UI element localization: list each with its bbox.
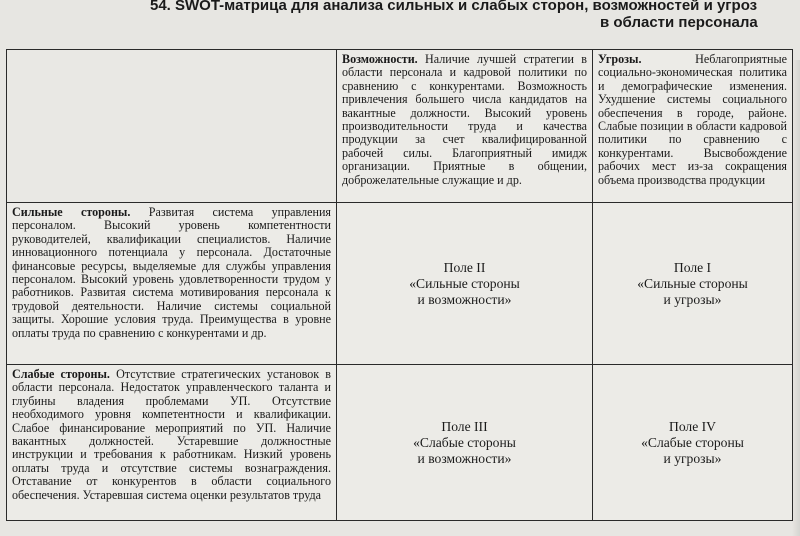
field-1-line-2: и угрозы» (663, 291, 722, 307)
page-edge-shadow (792, 60, 800, 536)
title-line-1: 54. SWOT-матрица для анализа сильных и слабых сторон, возможностей и угроз (150, 0, 758, 14)
strengths-text: Развитая система управления персоналом. Высокий уровень компетентности руководителей, квалификации специалистов. Наличие инновационного потенциала у персонала. Достаточные финансовые ресурсы, выделяемые для службы управления персоналом. Высокий уровень удовлетворенности трудом у работников. Развитая система мотивирования персонала к трудовой деятельности. Наличие системы социальной защиты. Хорошие условия труда. Преимущества в уровне оплаты труда по сравнению с конкурентами и др. (12, 205, 331, 340)
weaknesses-cell (7, 365, 337, 521)
table-row-weaknesses (7, 365, 793, 521)
weaknesses-heading: Слабые стороны. (12, 367, 110, 381)
strengths-cell (7, 203, 337, 365)
opportunities-cell (337, 50, 593, 203)
field-1-line-1: «Сильные стороны (637, 275, 748, 291)
field-3-line-2: и возможности» (417, 450, 512, 466)
field-3-name: Поле III (441, 418, 488, 434)
field-4-name: Поле IV (669, 418, 716, 434)
field-4-line-1: «Слабые стороны (641, 434, 744, 450)
table-row-header (7, 50, 793, 203)
field-1-name: Поле I (673, 259, 712, 275)
field-3-cell (337, 365, 593, 521)
opportunities-heading: Возможности. (342, 52, 418, 66)
table-row-strengths (7, 203, 793, 365)
threats-cell (593, 50, 793, 203)
field-3-line-1: «Слабые стороны (413, 434, 516, 450)
empty-corner-cell (7, 50, 337, 203)
opportunities-text: Наличие лучшей стратегии в области персонала и кадровой политики по сравнению с конкурентами. Возможность привлечения большего числа кандидатов на вакантные должности. Высокий уровень производительности труда и качества продукции за счет квалифицированной рабочей силы. Благоприятный имидж организации. Приятные в общении, доброжелательные служащие и др. (342, 52, 587, 187)
threats-text: Неблагоприятные социально-экономическая политика и демографические изменения. Ухудшение системы социального обеспечения в городе, районе. Слабые позиции в области кадровой политики по сравнению с конкурентами. Высвобождение рабочих мест из-за сокращения объема производства продукции (598, 52, 787, 187)
weaknesses-text: Отсутствие стратегических установок в области персонала. Недостаток управленческого таланта и глубины владения проблемами УП. Отсутствие необходимого уровня компетентности и квалификации. Слабое финансирование мероприятий по УП. Наличие вакантных должностей. Устаревшие должностные инструкции и требования к работникам. Низкий уровень оплаты труда и отсутствие системы вознаграждения. Отставание от конкурентов в области социального обеспечения. Устаревшая система оценки результатов труда (12, 367, 331, 502)
field-4-cell (593, 365, 793, 521)
strengths-heading: Сильные стороны. (12, 205, 131, 219)
field-4-line-2: и угрозы» (663, 450, 722, 466)
field-2-cell (337, 203, 593, 365)
title-line-2: в области персонала (600, 14, 758, 31)
field-2-line-2: и возможности» (417, 291, 512, 307)
field-2-name: Поле II (443, 259, 486, 275)
swot-matrix-table (6, 49, 793, 521)
threats-heading: Угрозы. (598, 52, 642, 66)
field-1-cell (593, 203, 793, 365)
field-2-line-1: «Сильные стороны (409, 275, 520, 291)
